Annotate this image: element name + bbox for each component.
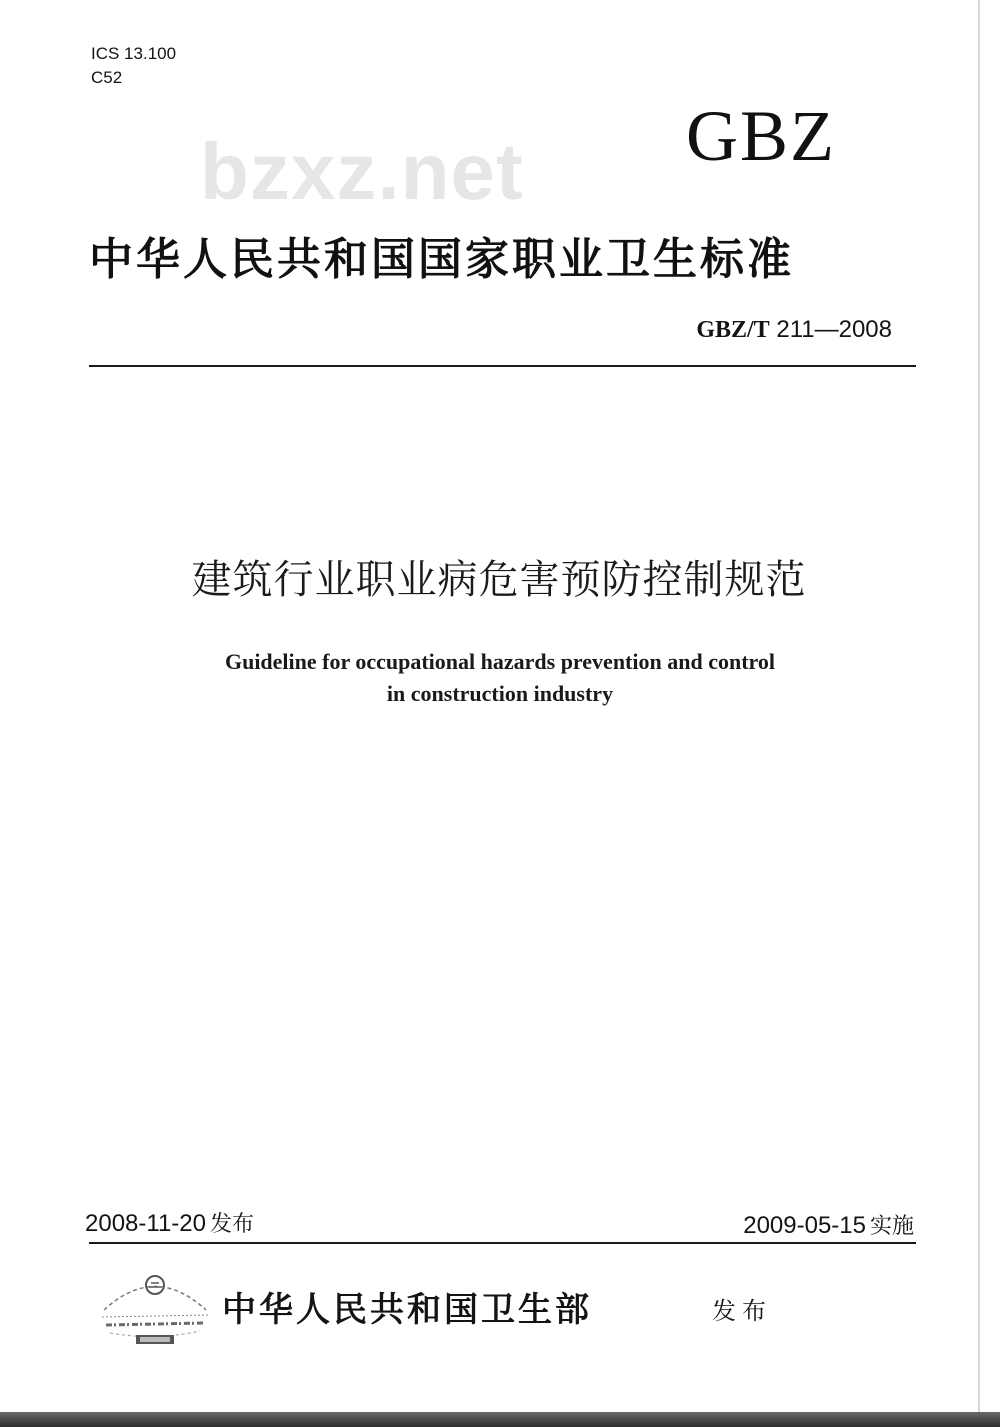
effective-label: 实施 <box>869 1214 914 1239</box>
issued-date-block <box>85 1208 254 1241</box>
issued-date: 2008-11-20 <box>85 1210 206 1237</box>
title-english <box>0 646 1000 710</box>
title-chinese-text: 建筑行业职业病危害预防控制规范 <box>191 557 807 603</box>
watermark: bzxz.net <box>200 127 524 216</box>
effective-date-block <box>743 1210 914 1243</box>
scan-bottom-strip <box>0 1412 1000 1427</box>
ccs-code: C52 <box>91 68 123 87</box>
publisher-name: 中华人民共和国卫生部 <box>222 1290 592 1330</box>
title-english-line2: in construction industry <box>386 681 614 706</box>
standard-category-name: 中华人民共和国国家职业卫生标准 <box>89 234 794 285</box>
classification-codes <box>91 42 176 90</box>
title-english-line1: Guideline for occupational hazards prevention and control <box>224 649 776 674</box>
footer-divider <box>89 1242 916 1244</box>
header-divider <box>89 365 916 367</box>
standard-number-suffix: 211—2008 <box>769 316 892 343</box>
ministry-seal-icon <box>96 1265 214 1347</box>
standard-number-prefix: GBZ/T <box>696 317 770 343</box>
issued-label: 发布 <box>209 1212 254 1237</box>
standard-number <box>696 315 892 345</box>
ics-code: ICS 13.100 <box>91 44 177 63</box>
title-chinese <box>0 555 1000 605</box>
effective-date: 2009-05-15 <box>743 1212 866 1239</box>
gbz-logo: GBZ <box>686 96 836 176</box>
scan-right-edge <box>978 0 1000 1412</box>
publisher-action: 发布 <box>712 1297 772 1325</box>
